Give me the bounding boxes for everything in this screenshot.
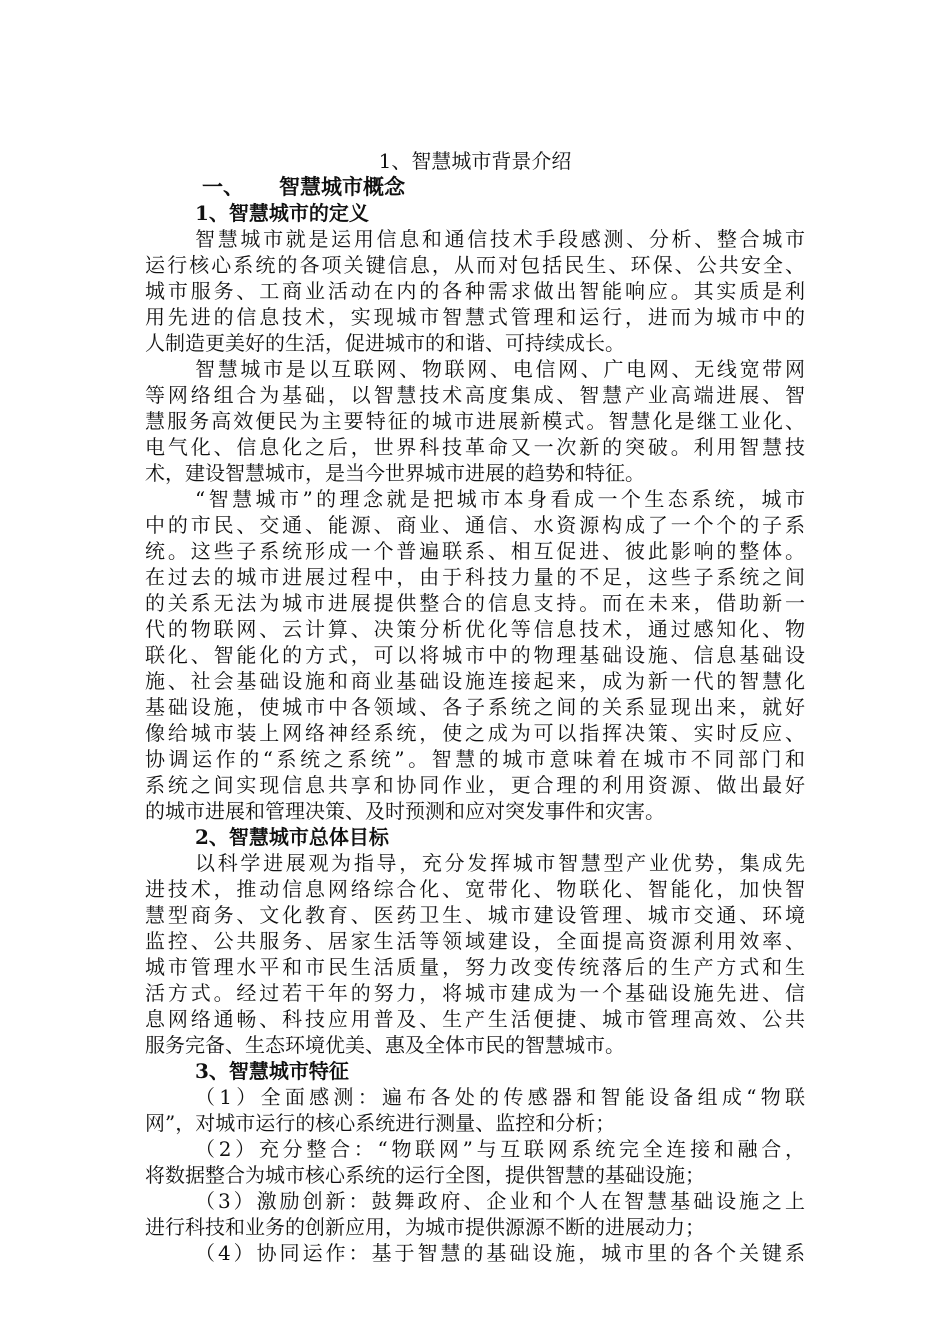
paragraph-line: 活方式。经过若干年的努力，将城市建成为一个基础设施先进、信 <box>145 981 805 1005</box>
feature-line: 网”，对城市运行的核心系统进行测量、监控和分析； <box>145 1111 616 1135</box>
paragraph-line: 在过去的城市进展过程中，由于科技力量的不足，这些子系统之间 <box>145 565 805 589</box>
paragraph-line: 用先进的信息技术，实现城市智慧式管理和运行，进而为城市中的 <box>145 305 805 329</box>
heading-goal: 2、智慧城市总体目标 <box>195 825 389 849</box>
heading-features: 3、智慧城市特征 <box>195 1059 349 1083</box>
paragraph-line: 运行核心系统的各项关键信息，从而对包括民生、环保、公共安全、 <box>145 253 805 277</box>
paragraph-line: 系统之间实现信息共享和协同作业，更合理的利用资源、做出最好 <box>145 773 805 797</box>
paragraph-line: 术，建设智慧城市，是当今世界城市进展的趋势和特征。 <box>145 461 645 485</box>
paragraph-line: 监控、公共服务、居家生活等领域建设，全面提高资源利用效率、 <box>145 929 805 953</box>
paragraph-line: 基础设施，使城市中各领域、各子系统之间的关系显现出来，就好 <box>145 695 805 719</box>
document-title: 1、智慧城市背景介绍 <box>378 149 572 173</box>
paragraph-line: 城市管理水平和市民生活质量，努力改变传统落后的生产方式和生 <box>145 955 805 979</box>
section-title: 智慧城市概念 <box>279 174 405 199</box>
feature-line: （1）全面感测：遍布各处的传感器和智能设备组成“物联 <box>195 1085 805 1109</box>
paragraph-line: 统。这些子系统形成一个普遍联系、相互促进、彼此影响的整体。 <box>145 539 805 563</box>
paragraph-line: 慧服务高效便民为主要特征的城市进展新模式。智慧化是继工业化、 <box>145 409 805 433</box>
feature-line: （3）激励创新：鼓舞政府、企业和个人在智慧基础设施之上 <box>195 1189 805 1213</box>
feature-line: （2）充分整合：“物联网”与互联网系统完全连接和融合， <box>195 1137 805 1161</box>
section-heading <box>202 174 405 200</box>
paragraph-line: 代的物联网、云计算、决策分析优化等信息技术，通过感知化、物 <box>145 617 805 641</box>
paragraph-line: 以科学进展观为指导，充分发挥城市智慧型产业优势，集成先 <box>195 851 805 875</box>
heading-definition: 1、智慧城市的定义 <box>195 201 369 225</box>
paragraph-line: 电气化、信息化之后，世界科技革命又一次新的突破。利用智慧技 <box>145 435 805 459</box>
paragraph-line: 等网络组合为基础，以智慧技术高度集成、智慧产业高端进展、智 <box>145 383 805 407</box>
paragraph-line: 进技术，推动信息网络综合化、宽带化、物联化、智能化，加快智 <box>145 877 805 901</box>
paragraph-line: 协调运作的“系统之系统”。智慧的城市意味着在城市不同部门和 <box>145 747 805 771</box>
feature-line: （4）协同运作：基于智慧的基础设施，城市里的各个关键系 <box>195 1241 805 1265</box>
section-number: 一、 <box>202 174 244 199</box>
paragraph-line: 服务完备、生态环境优美、惠及全体市民的智慧城市。 <box>145 1033 625 1057</box>
paragraph-line: 中的市民、交通、能源、商业、通信、水资源构成了一个个的子系 <box>145 513 805 537</box>
feature-line: 将数据整合为城市核心系统的运行全图，提供智慧的基础设施； <box>145 1163 705 1187</box>
feature-line: 进行科技和业务的创新应用，为城市提供源源不断的进展动力； <box>145 1215 705 1239</box>
paragraph-line: 联化、智能化的方式，可以将城市中的物理基础设施、信息基础设 <box>145 643 805 667</box>
paragraph-line: 的关系无法为城市进展提供整合的信息支持。而在未来，借助新一 <box>145 591 805 615</box>
paragraph-line: 智慧城市是以互联网、物联网、电信网、广电网、无线宽带网 <box>195 357 805 381</box>
paragraph-line: “智慧城市”的理念就是把城市本身看成一个生态系统，城市 <box>195 487 805 511</box>
paragraph-line: 的城市进展和管理决策、及时预测和应对突发事件和灾害。 <box>145 799 665 823</box>
paragraph-line: 施、社会基础设施和商业基础设施连接起来，成为新一代的智慧化 <box>145 669 805 693</box>
paragraph-line: 慧型商务、文化教育、医药卫生、城市建设管理、城市交通、环境 <box>145 903 805 927</box>
paragraph-line: 人制造更美好的生活，促进城市的和谐、可持续成长。 <box>145 331 625 355</box>
paragraph-line: 息网络通畅、科技应用普及、生产生活便捷、城市管理高效、公共 <box>145 1007 805 1031</box>
paragraph-line: 智慧城市就是运用信息和通信技术手段感测、分析、整合城市 <box>195 227 805 251</box>
paragraph-line: 城市服务、工商业活动在内的各种需求做出智能响应。其实质是利 <box>145 279 805 303</box>
paragraph-line: 像给城市装上网络神经系统，使之成为可以指挥决策、实时反应、 <box>145 721 805 745</box>
